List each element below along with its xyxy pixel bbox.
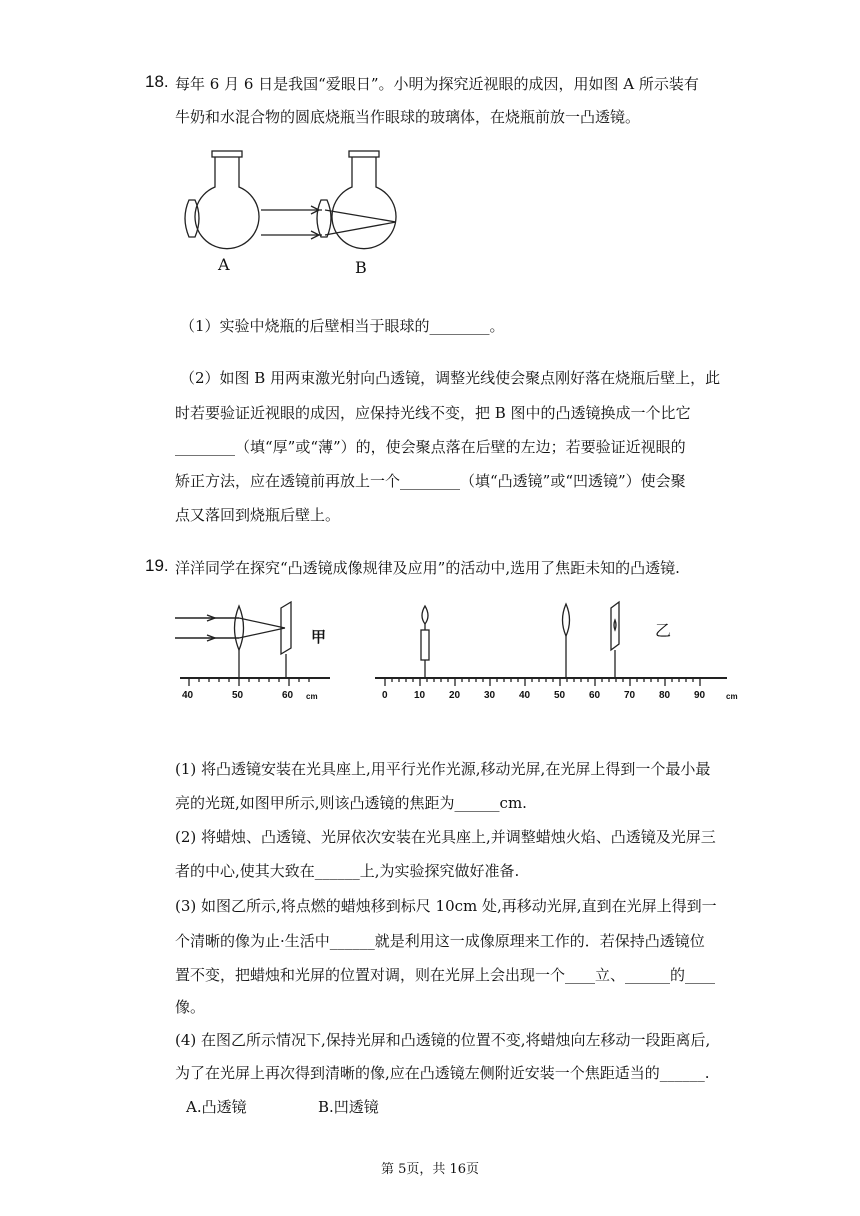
jia-tick-50: 50: [232, 690, 244, 701]
yi-tick-50: 50: [554, 690, 566, 701]
jia-tick-60: 60: [282, 690, 294, 701]
q18-number: 18.: [145, 72, 169, 91]
q19-part4-line-1: (4) 在图乙所示情况下,保持光屏和凸透镜的位置不变,将蜡烛向左移动一段距离后,: [175, 1031, 711, 1049]
q19-part3-line-3: 置不变，把蜡烛和光屏的位置对调，则在光屏上会出现一个____立、______的____: [175, 966, 716, 984]
figure-b-label: B: [355, 258, 367, 277]
flask-a: [185, 151, 259, 249]
figure-yi-label: 乙: [655, 621, 672, 640]
q18-part2-line-5: 点又落回到烧瓶后壁上。: [175, 506, 341, 524]
q19-part2-line-2: 者的中心,使其大致在______上,为实验探究做好准备.: [175, 862, 520, 880]
q19-part2-line-1: (2) 将蜡烛、凸透镜、光屏依次安装在光具座上,并调整蜡烛火焰、凸透镜及光屏三: [175, 828, 716, 846]
yi-unit: cm: [726, 692, 738, 701]
yi-screen: [611, 602, 619, 650]
jia-ticks: [189, 678, 309, 686]
q18-part2-line-2: 时若要验证近视眼的成因，应保持光线不变，把 B 图中的凸透镜换成一个比它: [175, 404, 691, 422]
q19-part4-line-2: 为了在光屏上再次得到清晰的像,应在凸透镜左侧附近安装一个焦距适当的______.: [175, 1064, 710, 1082]
yi-lens: [563, 604, 570, 636]
lens-a: [185, 200, 199, 237]
page-footer: 第 5页，共 16页: [380, 1162, 480, 1177]
candle: [421, 606, 429, 678]
q19-part3-line-2: 个清晰的像为止·生活中______就是利用这一成像原理来工作的．若保持凸透镜位: [175, 932, 705, 950]
yi-tick-20: 20: [449, 690, 461, 701]
jia-unit: cm: [306, 692, 318, 701]
q19-number: 19.: [145, 556, 169, 575]
yi-tick-0: 0: [382, 690, 388, 701]
figure-a-label: A: [218, 255, 230, 274]
q19-intro: 洋洋同学在探究“凸透镜成像规律及应用”的活动中,选用了焦距未知的凸透镜.: [175, 559, 680, 577]
yi-tick-40: 40: [519, 690, 531, 701]
lens-b: [317, 200, 331, 237]
yi-tick-70: 70: [624, 690, 636, 701]
q18-part2-line-3: ________（填“厚”或“薄”）的，使会聚点落在后壁的左边；若要验证近视眼的: [175, 438, 686, 456]
yi-ticks: [385, 678, 700, 686]
q18-intro-line-1: 每年 6 月 6 日是我国“爱眼日”。小明为探究近视眼的成因，用如图 A 所示装有: [175, 75, 699, 93]
yi-tick-30: 30: [484, 690, 496, 701]
q19-part1-line-1: (1) 将凸透镜安装在光具座上,用平行光作光源,移动光屏,在光屏上得到一个最小最: [175, 760, 711, 778]
jia-lens: [235, 606, 244, 650]
q19-part3-line-4: 像。: [175, 998, 206, 1016]
q19-part1-line-2: 亮的光斑,如图甲所示,则该凸透镜的焦距为______cm.: [175, 794, 527, 812]
q18-part2-line-1: （2）如图 B 用两束激光射向凸透镜，调整光线使会聚点刚好落在烧瓶后壁上，此: [180, 369, 721, 387]
option-a[interactable]: A.凸透镜: [186, 1098, 247, 1116]
figure-jia-label: 甲: [311, 628, 327, 646]
flask-b: [261, 151, 396, 249]
q18-intro-line-2: 牛奶和水混合物的圆底烧瓶当作眼球的玻璃体，在烧瓶前放一凸透镜。: [175, 108, 641, 126]
q19-part3-line-1: (3) 如图乙所示,将点燃的蜡烛移到标尺 10cm 处,再移动光屏,直到在光屏上得到一: [175, 897, 717, 915]
yi-tick-80: 80: [659, 690, 671, 701]
yi-tick-90: 90: [694, 690, 706, 701]
yi-tick-60: 60: [589, 690, 601, 701]
q18-part2-line-4: 矫正方法，应在透镜前再放上一个________（填“凸透镜”或“凹透镜”）使会聚: [175, 472, 686, 490]
q18-part1: （1）实验中烧瓶的后壁相当于眼球的________。: [180, 317, 505, 335]
q18-figure: [175, 145, 415, 285]
jia-tick-40: 40: [182, 690, 194, 701]
option-b[interactable]: B.凹透镜: [318, 1098, 379, 1116]
yi-tick-10: 10: [414, 690, 426, 701]
